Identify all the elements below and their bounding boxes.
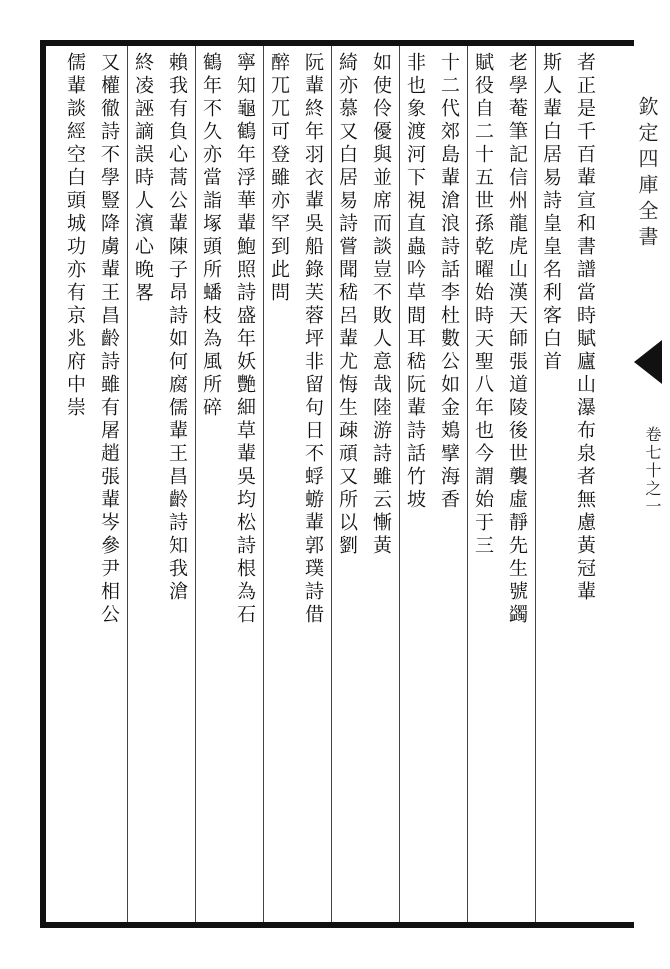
text-column: 賴我有負心蒿公輩陳子昂詩如何腐儒輩王昌齡詩知我滄 bbox=[166, 52, 188, 604]
text-column: 老學菴筆記信州龍虎山漢天師張道陵後世襲虛靜先生號蠲 bbox=[506, 52, 528, 627]
text-column: 十二代郊島輩滄浪詩話李杜數公如金鳷擘海香 bbox=[438, 52, 460, 512]
text-column: 斯人輩白居易詩皇皇名利客白首 bbox=[540, 52, 562, 374]
text-column: 綺亦慕又白居易詩嘗聞嵇呂輩尤悔生疎頑又所以劉 bbox=[336, 52, 358, 558]
text-column: 如使伶優與並席而談豈不敗人意哉陸游詩雖云慚黃 bbox=[370, 52, 392, 558]
text-column: 賦役自二十五世孫乾曜始時天聖八年也今謂始于三 bbox=[472, 52, 494, 558]
text-column: 非也象渡河下視直蟲吟草間耳嵇阮輩詩話竹坡 bbox=[404, 52, 426, 512]
text-column: 阮輩終年羽衣輩吳船錄芙蓉坪非留句日不蜉蝣輩郭璞詩借 bbox=[302, 52, 324, 627]
page-margin bbox=[634, 40, 670, 928]
text-column: 又權徹詩不學豎降虜輩王昌齡詩雖有屠趙張輩岑參尹相公 bbox=[98, 52, 120, 627]
text-column: 終凌誣謫誤時人濱心晚畧 bbox=[132, 52, 154, 305]
text-column: 者正是千百輩宣和書譜當時賦廬山瀑布泉者無慮黃冠輩 bbox=[574, 52, 596, 604]
book-title: 欽定四庫全書 bbox=[635, 96, 659, 252]
text-column: 醉兀兀可登雖亦罕到此問 bbox=[268, 52, 290, 305]
text-column: 儒輩談經空白頭城功亦有京兆府中崇 bbox=[64, 52, 86, 420]
chapter-label: 卷七十之一 bbox=[643, 426, 662, 516]
text-column: 寧知龜鶴年浮華輩鮑照詩盛年妖艷細草輩吳均松詩根為石 bbox=[234, 52, 256, 627]
text-column: 鶴年不久亦當詣塚頭所蟠枝為風所碎 bbox=[200, 52, 222, 420]
fishtail-mark bbox=[634, 340, 662, 384]
